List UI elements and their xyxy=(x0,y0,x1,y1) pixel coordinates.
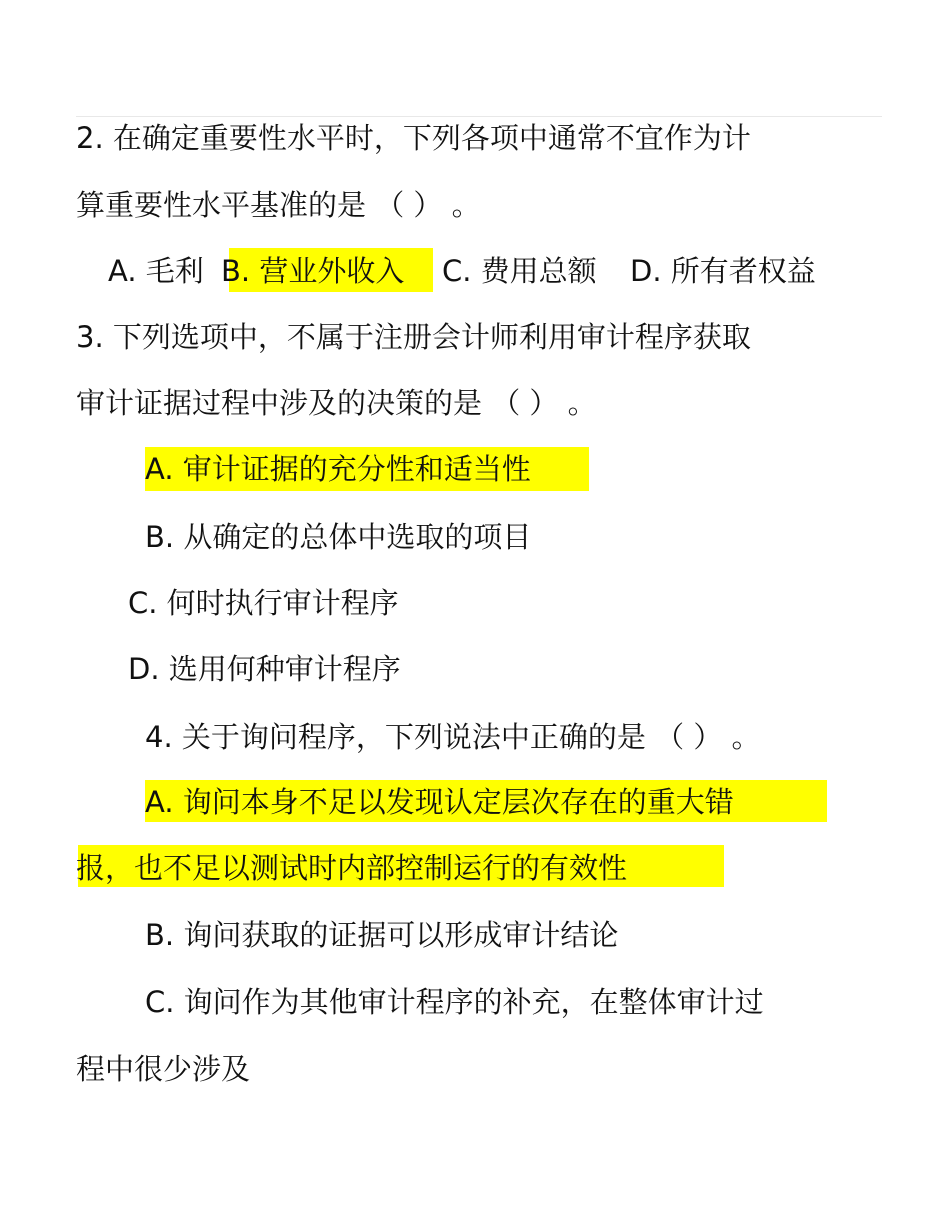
question-3-line-2: 审计证据过程中涉及的决策的是 （ ） 。 xyxy=(76,386,597,420)
question-4-option-c-line-1: C. 询问作为其他审计程序的补充，在整体审计过 xyxy=(145,985,764,1019)
top-rule xyxy=(76,116,882,117)
question-2-line-1: 2. 在确定重要性水平时，下列各项中通常不宜作为计 xyxy=(76,121,751,155)
question-3-option-a: A. 审计证据的充分性和适当性 xyxy=(145,452,531,486)
question-3-option-b: B. 从确定的总体中选取的项目 xyxy=(145,520,532,554)
question-3-option-d: D. 选用何种审计程序 xyxy=(128,652,401,686)
question-2-option-c: C. 费用总额 xyxy=(442,254,597,288)
question-2-option-b: B. 营业外收入 xyxy=(221,254,405,288)
question-3-line-1: 3. 下列选项中，不属于注册会计师利用审计程序获取 xyxy=(76,320,751,354)
question-4-line-1: 4. 关于询问程序，下列说法中正确的是 （ ） 。 xyxy=(145,720,761,754)
question-2-option-d: D. 所有者权益 xyxy=(630,254,816,288)
question-4-option-a-line-1: A. 询问本身不足以发现认定层次存在的重大错 xyxy=(145,785,734,819)
question-4-option-a-line-2: 报，也不足以测试时内部控制运行的有效性 xyxy=(76,851,628,885)
question-4-option-b: B. 询问获取的证据可以形成审计结论 xyxy=(145,918,619,952)
question-2-option-a: A. 毛利 xyxy=(108,254,204,288)
question-3-option-c: C. 何时执行审计程序 xyxy=(128,586,399,620)
question-2-line-2: 算重要性水平基准的是 （ ） 。 xyxy=(76,188,481,222)
question-4-option-c-line-2: 程中很少涉及 xyxy=(76,1052,251,1086)
